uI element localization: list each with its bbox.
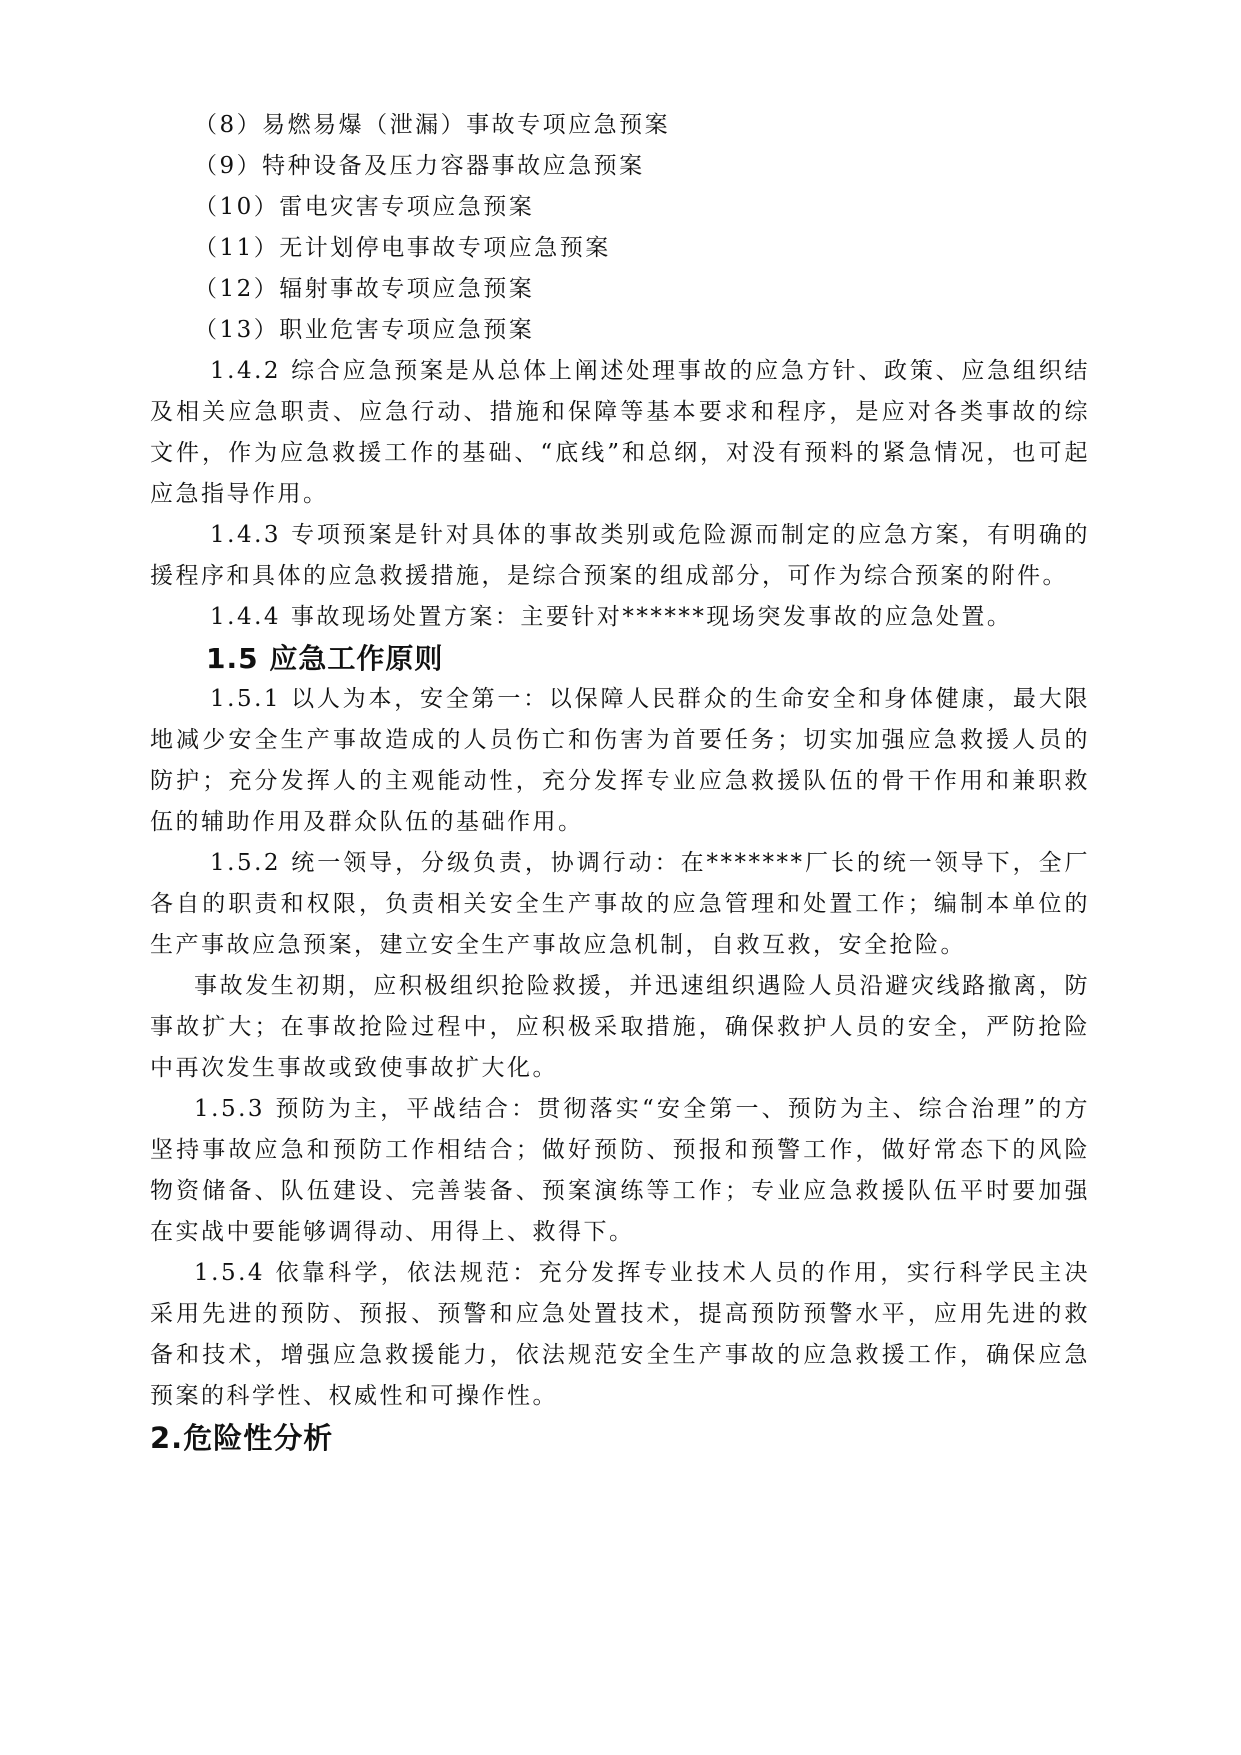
paragraph-line: 生产事故应急预案，建立安全生产事故应急机制，自救互救，安全抢险。 [150, 932, 966, 958]
paragraph-line: 防护；充分发挥人的主观能动性，充分发挥专业应急救援队伍的骨干作用和兼职救 [150, 768, 1090, 794]
paragraph-line: 在实战中要能够调得动、用得上、救得下。 [150, 1219, 635, 1245]
list-item: （10）雷电灾害专项应急预案 [194, 194, 535, 220]
paragraph-line: 坚持事故应急和预防工作相结合；做好预防、预报和预警工作，做好常态下的风险 [150, 1137, 1090, 1163]
paragraph-line: 伍的辅助作用及群众队伍的基础作用。 [150, 809, 584, 835]
paragraph-line: 备和技术，增强应急救援能力，依法规范安全生产事故的应急救援工作，确保应急 [150, 1342, 1090, 1368]
list-item: （13）职业危害专项应急预案 [194, 317, 535, 343]
list-item: （12）辐射事故专项应急预案 [194, 276, 535, 302]
paragraph-line: 1.4.2 综合应急预案是从总体上阐述处理事故的应急方针、政策、应急组织结 [210, 358, 1090, 384]
paragraph-line: 应急指导作用。 [150, 481, 329, 507]
paragraph-line: 文件，作为应急救援工作的基础、“底线”和总纲，对没有预料的紧急情况，也可起 [150, 440, 1090, 466]
paragraph-line: 1.5.4 依靠科学，依法规范：充分发挥专业技术人员的作用，实行科学民主决 [194, 1260, 1090, 1286]
paragraph-line: 及相关应急职责、应急行动、措施和保障等基本要求和程序，是应对各类事故的综 [150, 399, 1090, 425]
paragraph-line: 援程序和具体的应急救援措施，是综合预案的组成部分，可作为综合预案的附件。 [150, 563, 1068, 589]
paragraph-line: 1.4.4 事故现场处置方案：主要针对******现场突发事故的应急处置。 [210, 604, 1013, 630]
paragraph-line: 1.5.1 以人为本，安全第一：以保障人民群众的生命安全和身体健康，最大限 [210, 686, 1090, 712]
paragraph-line: 中再次发生事故或致使事故扩大化。 [150, 1055, 558, 1081]
paragraph-line: 事故扩大；在事故抢险过程中，应积极采取措施，确保救护人员的安全，严防抢险 [150, 1014, 1090, 1040]
paragraph-line: 1.5.3 预防为主，平战结合：贯彻落实“安全第一、预防为主、综合治理”的方 [194, 1096, 1090, 1122]
paragraph-line: 各自的职责和权限，负责相关安全生产事故的应急管理和处置工作；编制本单位的 [150, 891, 1090, 917]
paragraph-line: 预案的科学性、权威性和可操作性。 [150, 1383, 558, 1409]
list-item: （8）易燃易爆（泄漏）事故专项应急预案 [194, 112, 671, 138]
list-item: （9）特种设备及压力容器事故应急预案 [194, 153, 645, 179]
section-heading: 1.5 应急工作原则 [206, 642, 444, 675]
paragraph-line: 采用先进的预防、预报、预警和应急处置技术，提高预防预警水平，应用先进的救 [150, 1301, 1090, 1327]
paragraph-line: 物资储备、队伍建设、完善装备、预案演练等工作；专业应急救援队伍平时要加强 [150, 1178, 1090, 1204]
paragraph-line: 地减少安全生产事故造成的人员伤亡和伤害为首要任务；切实加强应急救援人员的 [150, 727, 1090, 753]
chapter-heading: 2.危险性分析 [150, 1421, 334, 1455]
paragraph-line: 1.4.3 专项预案是针对具体的事故类别或危险源而制定的应急方案，有明确的 [210, 522, 1090, 548]
paragraph-line: 事故发生初期，应积极组织抢险救援，并迅速组织遇险人员沿避灾线路撤离，防 [194, 973, 1090, 999]
paragraph-line: 1.5.2 统一领导，分级负责，协调行动：在*******厂长的统一领导下，全厂 [210, 850, 1090, 876]
list-item: （11）无计划停电事故专项应急预案 [194, 235, 611, 261]
